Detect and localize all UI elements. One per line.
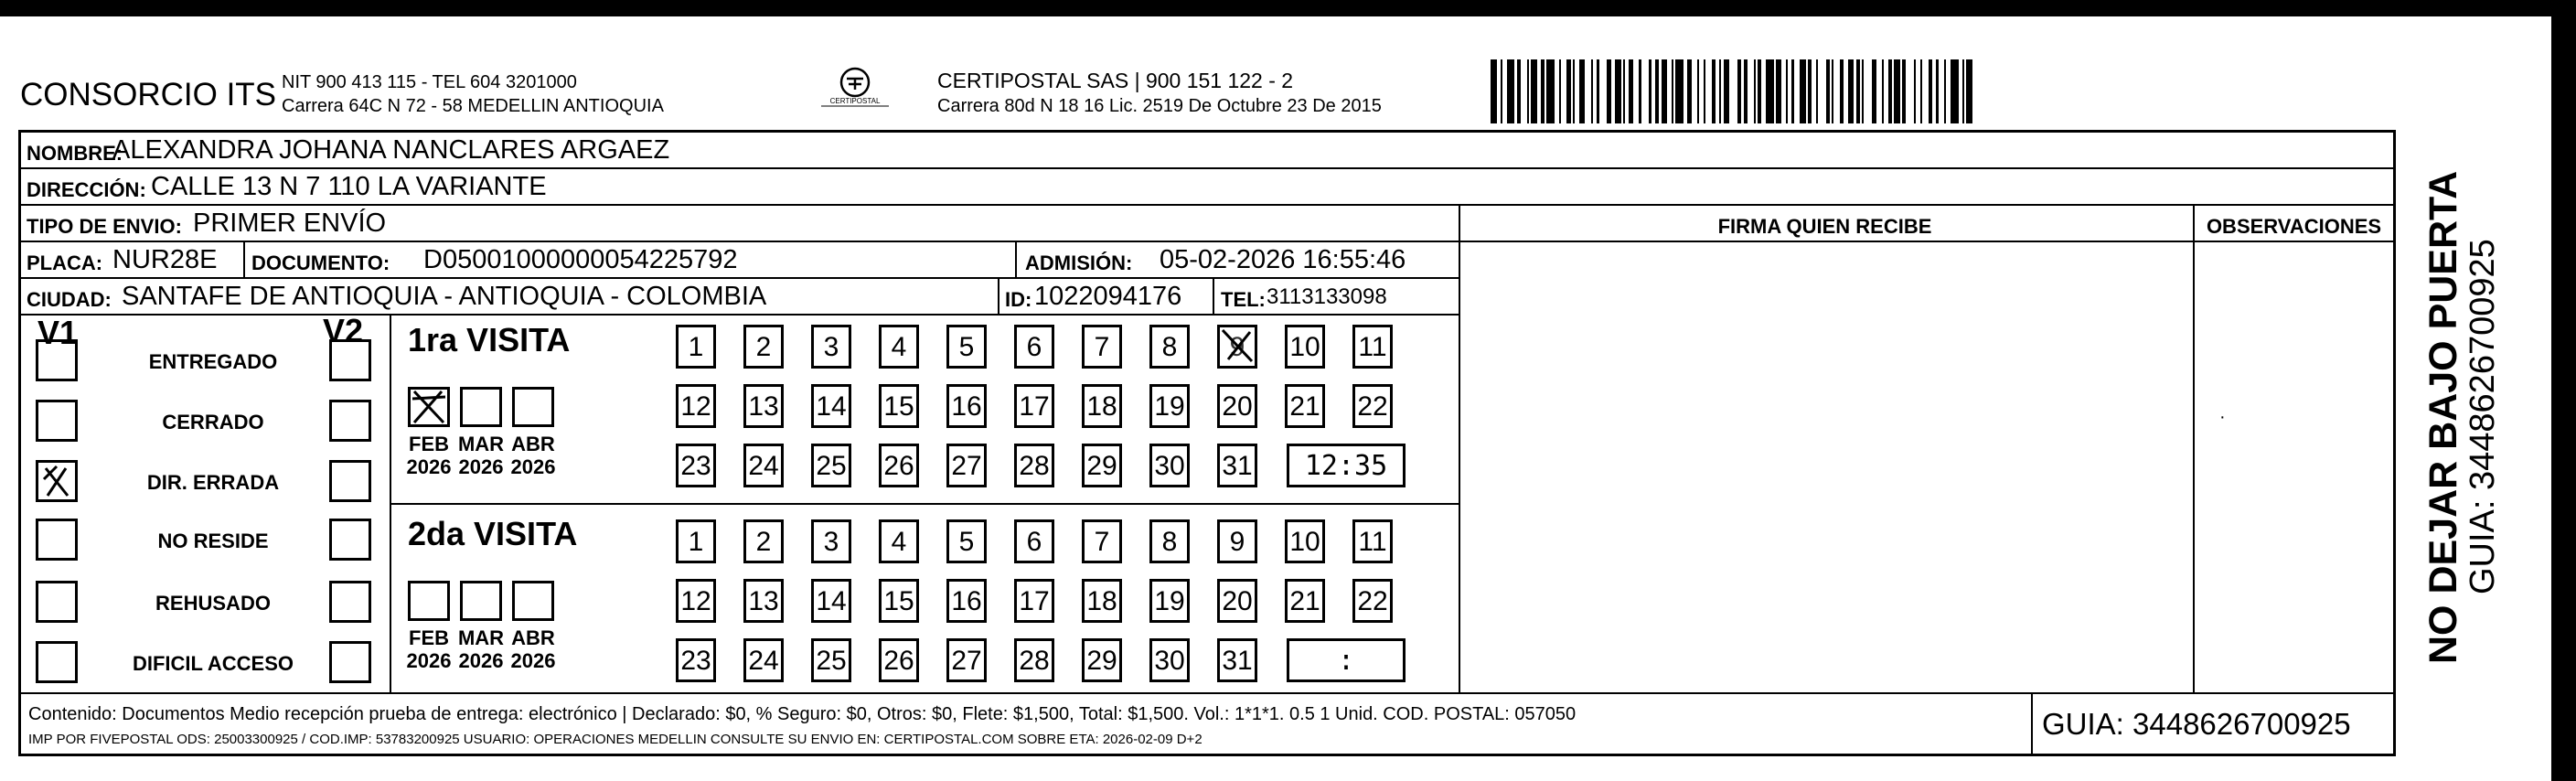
month-label: ABR (511, 433, 555, 455)
admision-value: 05-02-2026 16:55:46 (1160, 245, 1406, 274)
barcode-bar (1972, 59, 1976, 123)
month-year: 2026 (510, 455, 556, 478)
day-box[interactable]: 23 (676, 638, 716, 682)
placa-value: NUR28E (112, 245, 218, 274)
direccion-label: DIRECCIÓN: (27, 178, 146, 201)
barcode-bar (1951, 59, 1959, 123)
barcode-bar (1876, 59, 1883, 123)
day-box[interactable]: 28 (1014, 444, 1054, 487)
day-box[interactable]: 21 (1285, 384, 1325, 428)
courier-name: CERTIPOSTAL SAS | 900 151 122 - 2 (937, 69, 1294, 92)
ciudad-value: SANTAFE DE ANTIOQUIA - ANTIOQUIA - COLOMBIA (122, 282, 767, 311)
tipo-envio-label: TIPO DE ENVIO: (27, 215, 182, 238)
barcode-bar (1794, 59, 1801, 123)
barcode-bar (1692, 59, 1698, 123)
barcode-bar (1585, 59, 1591, 123)
day-box[interactable]: 30 (1149, 638, 1190, 682)
day-box[interactable]: 20 (1217, 579, 1257, 623)
day-box[interactable]: 22 (1352, 579, 1393, 623)
month-year: 2026 (406, 649, 452, 672)
month-label: MAR (457, 626, 505, 649)
month-checkbox[interactable] (460, 387, 502, 427)
day-box[interactable]: 31 (1217, 638, 1257, 682)
barcode-bar (1675, 59, 1683, 123)
month-label: MAR (457, 433, 505, 455)
day-box[interactable]: 26 (879, 638, 919, 682)
day-box[interactable]: 14 (811, 579, 851, 623)
day-box[interactable]: 5 (946, 325, 987, 369)
day-box[interactable]: 3 (811, 519, 851, 563)
day-box[interactable]: 25 (811, 638, 851, 682)
barcode-bar (1705, 59, 1712, 123)
id-value: 1022094176 (1034, 282, 1182, 311)
barcode-bar (1729, 59, 1737, 123)
day-box[interactable]: 11 (1352, 519, 1393, 563)
barcode-bar (1531, 59, 1537, 123)
day-box[interactable]: 6 (1014, 519, 1054, 563)
id-label: ID: (1005, 288, 1032, 311)
barcode-bar (1491, 59, 1497, 123)
company-name: CONSORCIO ITS (20, 77, 277, 112)
tipo-envio-value: PRIMER ENVÍO (193, 209, 387, 238)
day-box[interactable]: 13 (743, 579, 784, 623)
barcode-bar (1748, 59, 1754, 123)
month-label: FEB (409, 626, 449, 649)
day-box[interactable]: 16 (946, 384, 987, 428)
v1-checkbox[interactable] (36, 519, 78, 561)
month-checkbox[interactable] (512, 387, 554, 427)
day-box[interactable]: 29 (1082, 638, 1122, 682)
day-box[interactable]: 11 (1352, 325, 1393, 369)
status-label: REHUSADO (155, 592, 271, 615)
day-box[interactable]: 24 (743, 444, 784, 487)
barcode-bar (1966, 59, 1972, 123)
company-nit-tel: NIT 900 413 115 - TEL 604 3201000 (282, 72, 577, 92)
day-box[interactable]: 12 (676, 579, 716, 623)
barcode-bar (1864, 59, 1872, 123)
v1-header: V1 (37, 314, 79, 351)
barcode-bar (1615, 59, 1621, 123)
status-label: ENTREGADO (148, 350, 278, 373)
day-box[interactable]: 9 (1217, 325, 1257, 369)
day-box[interactable]: 24 (743, 638, 784, 682)
month-year: 2026 (406, 455, 452, 478)
status-label: CERRADO (162, 411, 264, 433)
top-edge (0, 0, 2576, 16)
day-box[interactable]: 14 (811, 384, 851, 428)
month-label: ABR (511, 626, 555, 649)
status-label: DIR. ERRADA (146, 471, 280, 494)
month-year: 2026 (510, 649, 556, 672)
nombre-label: NOMBRE: (27, 142, 123, 165)
barcode-bar (1599, 59, 1608, 123)
day-box[interactable]: 4 (879, 519, 919, 563)
status-label: DIFICIL ACCESO (132, 652, 294, 675)
barcode-bar (1906, 59, 1914, 123)
barcode-bar (1818, 59, 1826, 123)
barcode-bar (1641, 59, 1650, 123)
v2-header: V2 (323, 312, 364, 349)
barcode-bar (1922, 59, 1929, 123)
barcode-bar (1724, 59, 1730, 123)
day-box[interactable]: 12 (676, 384, 716, 428)
day-box[interactable]: 20 (1217, 384, 1257, 428)
courier-address: Carrera 80d N 18 16 Lic. 2519 De Octubre 23 De 2015 (937, 96, 1382, 116)
footer-imp: IMP POR FIVEPOSTAL ODS: 25003300925 / COD.IMP: 53783200925 USUARIO: OPERACIONES MEDELLIN CONSULTE SU ENVIO EN: CERTIPOSTAL.COM SOBRE ETA: 2026-02-09 D+2 (28, 732, 1202, 747)
visit2-title: 2da VISITA (408, 515, 578, 552)
day-box[interactable]: 8 (1149, 325, 1190, 369)
barcode-bar (1507, 59, 1515, 123)
day-box[interactable]: 6 (1014, 325, 1054, 369)
right-edge (2551, 0, 2576, 781)
v2-checkbox[interactable] (329, 641, 371, 683)
v1-checkbox[interactable] (36, 460, 78, 502)
day-box[interactable]: 23 (676, 444, 716, 487)
v1-checkbox[interactable] (36, 339, 78, 381)
barcode-bar (1579, 59, 1586, 123)
side-guia: GUIA: 3448626700925 (2464, 239, 2502, 594)
nombre-value: ALEXANDRA JOHANA NANCLARES ARGAEZ (112, 135, 670, 165)
barcode-bar (1521, 59, 1527, 123)
v2-checkbox[interactable] (329, 581, 371, 623)
v2-checkbox[interactable] (329, 339, 371, 381)
time-box[interactable]: 12:35 (1287, 444, 1406, 487)
day-box[interactable]: 2 (743, 325, 784, 369)
day-box[interactable]: 30 (1149, 444, 1190, 487)
day-box[interactable]: 27 (946, 638, 987, 682)
month-label: FEB (409, 433, 449, 455)
visit1-title: 1ra VISITA (408, 321, 571, 358)
barcode-bar (1766, 59, 1774, 123)
day-box[interactable]: 17 (1014, 384, 1054, 428)
observaciones-header: OBSERVACIONES (2206, 215, 2382, 238)
v1-checkbox[interactable] (36, 400, 78, 442)
day-box[interactable]: 18 (1082, 384, 1122, 428)
status-label: NO RESIDE (157, 530, 269, 552)
day-box[interactable]: 2 (743, 519, 784, 563)
day-box[interactable]: 17 (1014, 579, 1054, 623)
ciudad-label: CIUDAD: (27, 288, 112, 311)
month-year: 2026 (458, 455, 504, 478)
barcode-bar (1776, 59, 1782, 123)
barcode-bar (1662, 59, 1668, 123)
documento-value: D05001000000054225792 (423, 245, 738, 274)
day-box[interactable]: 10 (1285, 325, 1325, 369)
v2-checkbox[interactable] (329, 519, 371, 561)
day-box[interactable]: 3 (811, 325, 851, 369)
day-box[interactable]: 10 (1285, 519, 1325, 563)
month-checkbox[interactable] (512, 581, 554, 621)
barcode-bar (1939, 59, 1945, 123)
barcode-bar (1833, 59, 1840, 123)
day-box[interactable]: 9 (1217, 519, 1257, 563)
barcode (1491, 59, 2218, 123)
day-box[interactable]: 19 (1149, 384, 1190, 428)
day-box[interactable]: 15 (879, 384, 919, 428)
tel-value: 3113133098 (1267, 284, 1387, 309)
day-box[interactable]: 28 (1014, 638, 1054, 682)
footer-contenido: Contenido: Documentos Medio recepción prueba de entrega: electrónico | Declarado: $0, % Seguro: $0, Otros: $0, Flete: $1,500, Total: $1,500. Vol.: 1*1*1. 0.5 1 Unid. COD. POSTAL: 057050 (28, 704, 1577, 724)
direccion-value: CALLE 13 N 7 110 LA VARIANTE (151, 172, 547, 201)
month-checkbox[interactable] (408, 581, 450, 621)
v2-checkbox[interactable] (329, 400, 371, 442)
day-box[interactable]: 31 (1217, 444, 1257, 487)
month-checkbox[interactable] (408, 387, 450, 427)
delivery-form (18, 130, 2396, 756)
v1-checkbox[interactable] (36, 641, 78, 683)
month-year: 2026 (458, 649, 504, 672)
barcode-bar (1546, 59, 1555, 123)
day-box[interactable]: 21 (1285, 579, 1325, 623)
day-box[interactable]: 7 (1082, 325, 1122, 369)
side-warning: NO DEJAR BAJO PUERTA (2421, 170, 2465, 664)
day-box[interactable]: 27 (946, 444, 987, 487)
day-box[interactable]: 8 (1149, 519, 1190, 563)
barcode-bar (1561, 59, 1567, 123)
admision-label: ADMISIÓN: (1025, 251, 1133, 274)
day-box[interactable]: 22 (1352, 384, 1393, 428)
time-box[interactable]: : (1287, 638, 1406, 682)
day-box[interactable]: 13 (743, 384, 784, 428)
day-box[interactable]: 16 (946, 579, 987, 623)
day-box[interactable]: 15 (879, 579, 919, 623)
day-box[interactable]: 25 (811, 444, 851, 487)
v1-checkbox[interactable] (36, 581, 78, 623)
tel-label: TEL: (1221, 288, 1266, 311)
month-checkbox[interactable] (460, 581, 502, 621)
day-box[interactable]: 29 (1082, 444, 1122, 487)
day-box[interactable]: 7 (1082, 519, 1122, 563)
barcode-bar (1894, 59, 1900, 123)
documento-label: DOCUMENTO: (251, 251, 390, 274)
day-box[interactable]: 5 (946, 519, 987, 563)
footer-guia: GUIA: 3448626700925 (2042, 707, 2351, 741)
company-address: Carrera 64C N 72 - 58 MEDELLIN ANTIOQUIA (282, 96, 664, 116)
obs-dot: · (2219, 407, 2226, 427)
barcode-bar (1848, 59, 1855, 123)
placa-label: PLACA: (27, 251, 103, 274)
day-box[interactable]: 1 (676, 325, 716, 369)
firma-header: FIRMA QUIEN RECIBE (1717, 215, 1932, 238)
day-box[interactable]: 19 (1149, 579, 1190, 623)
day-box[interactable]: 26 (879, 444, 919, 487)
day-box[interactable]: 1 (676, 519, 716, 563)
day-box[interactable]: 4 (879, 325, 919, 369)
barcode-bar (1633, 59, 1640, 123)
v2-checkbox[interactable] (329, 460, 371, 502)
day-box[interactable]: 18 (1082, 579, 1122, 623)
certipostal-logo: CERTIPOSTAL (814, 64, 896, 119)
barcode-bar (1800, 59, 1806, 123)
